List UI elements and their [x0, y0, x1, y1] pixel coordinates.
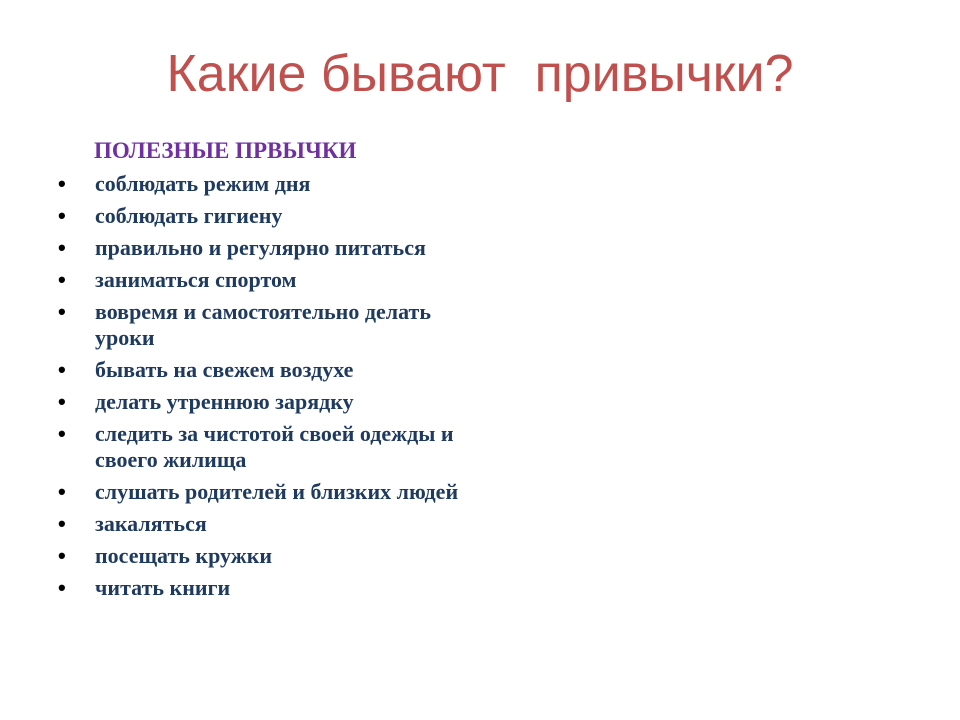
bullet-icon: • [58, 421, 66, 446]
bullet-icon: • [58, 171, 66, 196]
habit-list [0, 171, 560, 607]
list-item [0, 543, 560, 569]
list-item [0, 575, 560, 601]
list-item-text: делать утреннюю зарядку [95, 389, 354, 414]
list-item-text: вовремя и самостоятельно делать уроки [95, 299, 431, 350]
list-item [0, 203, 560, 229]
bullet-icon: • [58, 575, 66, 600]
list-item [0, 235, 560, 261]
list-item-text: соблюдать режим дня [95, 171, 311, 196]
list-item-text: следить за чистотой своей одежды и своего жилища [95, 421, 454, 472]
slide-title: Какие бывают привычки? [166, 45, 794, 103]
bullet-icon: • [58, 203, 66, 228]
list-item [0, 357, 560, 383]
list-item-text: заниматься спортом [95, 267, 297, 292]
section-heading: ПОЛЕЗНЫЕ ПРВЫЧКИ [94, 138, 357, 163]
list-item [0, 171, 560, 197]
list-item-text: закаляться [95, 511, 207, 536]
list-item-text: читать книги [95, 575, 231, 600]
list-item [0, 299, 560, 351]
list-item-text: бывать на свежем воздухе [95, 357, 354, 382]
list-item [0, 267, 560, 293]
bullet-icon: • [58, 543, 66, 568]
bullet-icon: • [58, 357, 66, 382]
list-item [0, 511, 560, 537]
bullet-icon: • [58, 389, 66, 414]
bullet-icon: • [58, 235, 66, 260]
list-item-text: слушать родителей и близких людей [95, 479, 459, 504]
list-item [0, 421, 560, 473]
list-item-text: посещать кружки [95, 543, 273, 568]
list-item-text: соблюдать гигиену [95, 203, 283, 228]
bullet-icon: • [58, 267, 66, 292]
bullet-icon: • [58, 511, 66, 536]
bullet-icon: • [58, 299, 66, 324]
list-item-text: правильно и регулярно питаться [95, 235, 426, 260]
list-item [0, 479, 560, 505]
bullet-icon: • [58, 479, 66, 504]
list-item [0, 389, 560, 415]
